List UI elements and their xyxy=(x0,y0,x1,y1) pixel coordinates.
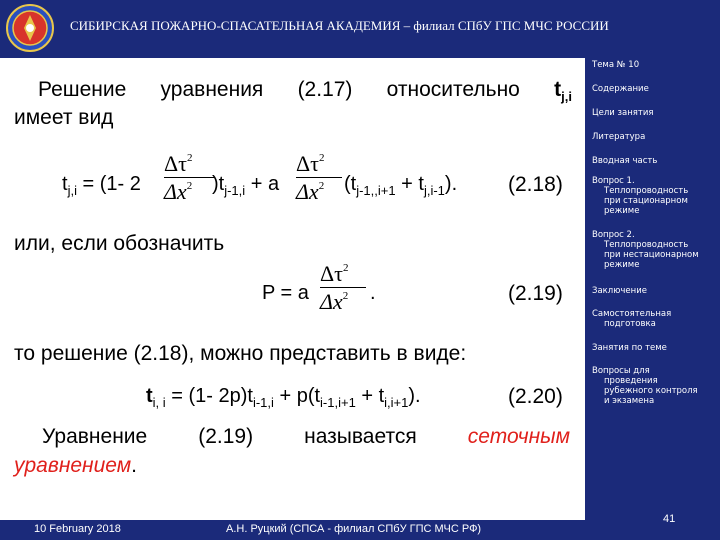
slide-content: Решение уравнения (2.17) относительно $t_{j,i}$ имеет вид $t_{j,i} = (1-$ 2 $\Delta\tau^2$ $\Delta x^2$ )$t_{j-1,i} + a$ $\Delta\tau^2$ $\Delta x^2$ $(t_{j-1,,i+1} + t_{j,i-1})$. (2.18) или, если обозначить P = a $\Delta\tau^2$ $\Delta x^2$ . (2.19) то решение (2.18), можно представить в виде: $t_{i, i} = (1-$ $2p)t_{i-1,i} + p(t_{i-1,i+1} + t_{i,i+1})$. (2.20) Уравнение (2.19) называется сеточным уравнением. xyxy=(14,78,572,477)
intro-word-1: Решение xyxy=(38,78,127,101)
nav-question-1-sub-2: при стационарном xyxy=(604,196,688,206)
eq-218-mid: )$t_{j-1,i} + a$ xyxy=(212,173,280,198)
nav-self-study[interactable] xyxy=(592,309,671,329)
nav-question-2-label: Вопрос 2. xyxy=(592,230,635,240)
intro-word-2: уравнения xyxy=(160,78,264,101)
eq-219-dot: . xyxy=(370,282,376,304)
nav-question-1-sub-3: режиме xyxy=(604,206,640,216)
nav-question-1-label: Вопрос 1. xyxy=(592,176,635,186)
eq-218-lhs: $t_{j,i} = (1-$ 2 xyxy=(62,173,141,198)
eq-220: $t_{i, i} = (1-$ $2p)t_{i-1,i} + p(t_{i-1,i+1} + t_{i,i+1})$. xyxy=(146,385,421,410)
nav-question-1-sub-1: Теплопроводность xyxy=(604,186,689,196)
nav-exam-questions-sub-2: рубежного контроля xyxy=(604,386,698,396)
nav-question-2-sub-2: при нестационарном xyxy=(604,250,699,260)
intro-var: $t_{j,i}$ xyxy=(554,78,572,104)
intro-line-2: имеет вид xyxy=(14,106,114,129)
eq-219-lhs: P = a xyxy=(262,282,309,304)
highlight-term-1: сеточным xyxy=(467,425,570,448)
conclusion-line-2: уравнением. xyxy=(14,454,137,477)
eq-220-number: (2.20) xyxy=(508,385,563,408)
eq-218-rhs: $(t_{j-1,,i+1} + t_{j,i-1})$. xyxy=(344,173,458,198)
nav-exam-questions-label: Вопросы для xyxy=(592,366,650,376)
nav-question-2[interactable] xyxy=(592,230,699,270)
nav-goals[interactable]: Цели занятия xyxy=(592,108,654,118)
conclusion-word-3: называется xyxy=(304,425,417,448)
nav-self-study-sub-1: подготовка xyxy=(604,319,656,329)
nav-literature[interactable]: Литература xyxy=(592,132,646,142)
nav-exam-questions-sub-1: проведения xyxy=(604,376,658,386)
nav-question-2-sub-3: режиме xyxy=(604,260,640,270)
nav-self-study-label: Самостоятельная xyxy=(592,309,672,319)
footer-author: А.Н. Руцкий (СПСА - филиал СПбУ ГПС МЧС РФ) xyxy=(226,523,482,535)
conclusion-word-2: (2.19) xyxy=(198,425,254,448)
nav-contents[interactable]: Содержание xyxy=(592,84,649,94)
nav-topic-classes[interactable]: Занятия по теме xyxy=(592,343,667,353)
intro-line-4: то решение (2.18), можно представить в виде: xyxy=(14,342,467,365)
nav-question-2-sub-1: Теплопроводность xyxy=(604,240,689,250)
intro-word-4: относительно xyxy=(386,78,520,101)
highlight-term-2: уравнением xyxy=(14,454,132,477)
academy-emblem-icon xyxy=(5,3,55,53)
nav-intro[interactable]: Вводная часть xyxy=(592,156,658,166)
eq-219-number: (2.19) xyxy=(508,282,563,305)
intro-line-1 xyxy=(38,78,572,104)
header-title: СИБИРСКАЯ ПОЖАРНО-СПАСАТЕЛЬНАЯ АКАДЕМИЯ – филиал СПбУ ГПС МЧС РОССИИ xyxy=(70,18,609,33)
nav-topic[interactable]: Тема № 10 xyxy=(592,60,640,70)
nav-exam-questions-sub-3: и экзамена xyxy=(604,396,655,406)
intro-word-3: (2.17) xyxy=(297,78,353,101)
page-number: 41 xyxy=(663,513,676,525)
footer-date: 10 February 2018 xyxy=(34,523,121,535)
conclusion-line-1 xyxy=(42,425,570,449)
nav-conclusion[interactable]: Заключение xyxy=(592,286,647,296)
nav-exam-questions[interactable] xyxy=(592,366,698,406)
conclusion-word-1: Уравнение xyxy=(42,425,148,448)
header-bar xyxy=(0,0,720,58)
eq-218-number: (2.18) xyxy=(508,173,563,196)
intro-line-3: или, если обозначить xyxy=(14,232,225,255)
nav-question-1[interactable] xyxy=(592,176,688,216)
